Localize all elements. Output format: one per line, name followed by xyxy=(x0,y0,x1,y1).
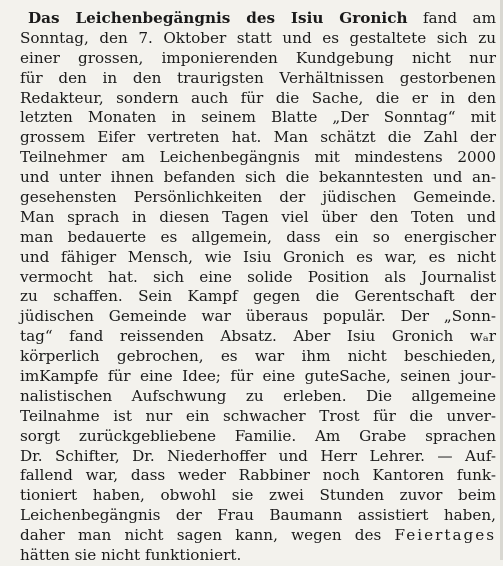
text-line: vermocht hat. sich eine solide Position als Journalist xyxy=(20,267,496,286)
text-line: Leichenbegängnis der Frau Baumann assistiert haben, xyxy=(20,506,496,525)
text-line: Redakteur, sondern auch für die Sache, die er in den xyxy=(20,88,496,107)
article-title: Das Leichenbegängnis des Isiu Gronich xyxy=(28,9,408,27)
text-line: Teilnehmer am Leichenbegängnis mit mindestens 2000 xyxy=(20,148,496,167)
spaced-word: Feiertages xyxy=(394,526,497,545)
newspaper-article xyxy=(20,9,496,566)
text-line: grossem Eifer vertreten hat. Man schätzt die Zahl der xyxy=(20,128,496,147)
text-line: letzten Monaten in seinem Blatte „Der Sonntag“ mit xyxy=(20,108,496,127)
text-line: gesehensten Persönlichkeiten der jüdischen Gemeinde. xyxy=(20,188,496,207)
text-line: und unter ihnen befanden sich die bekanntesten und an- xyxy=(20,168,496,187)
text-line: jüdischen Gemeinde war überaus populär. Der „Sonn- xyxy=(20,307,496,326)
text-line: man bedauerte es allgemein, dass ein so energischer xyxy=(20,227,496,246)
text-line: und fähiger Mensch, wie Isiu Gronich es war, es nicht xyxy=(20,247,496,266)
text-line: körperlich gebrochen, es war ihm nicht beschieden, xyxy=(20,347,496,366)
text-line-with-spaced-word xyxy=(20,526,496,546)
text-line: Man sprach in diesen Tagen viel über den Toten und xyxy=(20,207,496,226)
text-line: fallend war, dass weder Rabbiner noch Kantoren funk- xyxy=(20,466,496,485)
text-line: nalistischen Aufschwung zu erleben. Die allgemeine xyxy=(20,386,496,405)
text-line: einer grossen, imponierenden Kundgebung nicht nur xyxy=(20,48,496,67)
article-first-line xyxy=(20,9,496,29)
text-line: imKampfe für eine Idee; für eine guteSache, seinen jour- xyxy=(20,367,496,386)
line-start: daher man nicht sagen kann, wegen des xyxy=(20,526,382,545)
text-line: sorgt zurückgebliebene Familie. Am Grabe sprachen xyxy=(20,426,496,445)
text-line: Teilnahme ist nur ein schwacher Trost für die unver- xyxy=(20,406,496,425)
text-line: tioniert haben, obwohl sie zwei Stunden zuvor beim xyxy=(20,486,496,505)
text-line: zu schaffen. Sein Kampf gegen die Gerentschaft der xyxy=(20,287,496,306)
text-line: Dr. Schifter, Dr. Niederhoffer und Herr Lehrer. — Auf- xyxy=(20,446,496,465)
text-line: Sonntag, den 7. Oktober statt und es gestaltete sich zu xyxy=(20,28,496,47)
first-line-tail: fand am xyxy=(422,9,497,27)
text-line: tag“ fand reissenden Absatz. Aber Isiu Gronich wₐr xyxy=(20,327,496,346)
final-line: hätten sie nicht funktioniert. xyxy=(20,546,242,565)
text-line: für den in den traurigsten Verhältnissen gestorbenen xyxy=(20,68,496,87)
